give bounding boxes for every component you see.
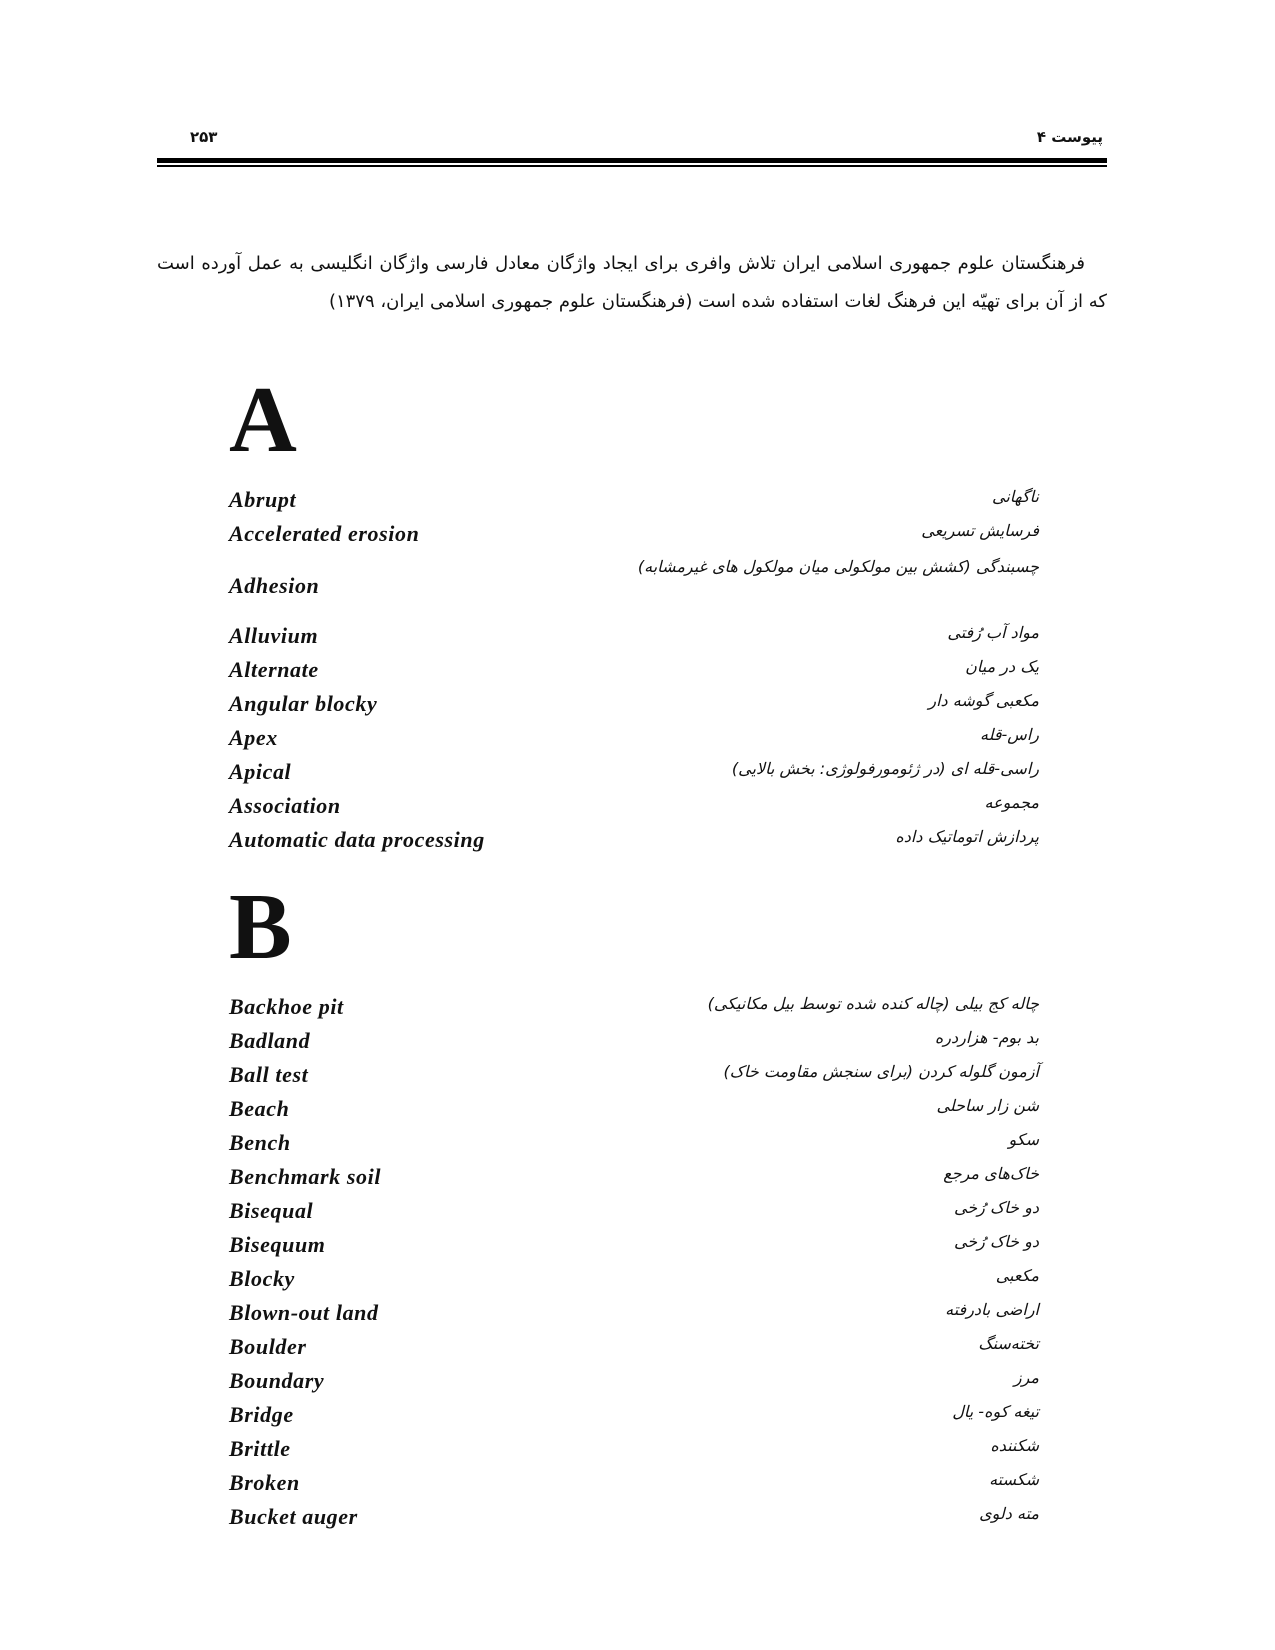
- entry-meaning: شکسته: [989, 1470, 1039, 1489]
- entry-term: Ball test: [229, 1062, 309, 1087]
- entry-meaning: سکو: [1008, 1130, 1039, 1149]
- entry-term: Blown-out land: [229, 1300, 379, 1325]
- entry-term: Bucket auger: [229, 1504, 358, 1529]
- entry-term: Benchmark soil: [229, 1164, 382, 1189]
- entry-term: Boulder: [229, 1334, 307, 1359]
- entry-term: Broken: [229, 1470, 300, 1495]
- glossary-entry: [229, 687, 1079, 721]
- glossary-entry: [229, 990, 1079, 1024]
- entry-meaning: مکعبی: [995, 1266, 1039, 1285]
- glossary-entry: [229, 1262, 1079, 1296]
- entry-term: Backhoe pit: [229, 994, 344, 1019]
- entry-term: Bridge: [229, 1402, 294, 1427]
- entry-term: Angular blocky: [229, 691, 378, 716]
- glossary-entry: [229, 619, 1079, 653]
- entry-meaning: شکننده: [990, 1436, 1039, 1455]
- glossary-entry: [229, 653, 1079, 687]
- glossary-entry: [229, 1160, 1079, 1194]
- entry-term: Beach: [229, 1096, 290, 1121]
- entry-meaning: چسبندگی (کشش بین مولکولی میان مولکول های غیرمشابه): [637, 557, 1039, 576]
- entry-meaning: مته دلوی: [979, 1504, 1039, 1523]
- glossary-entry: [229, 721, 1079, 755]
- entry-meaning: راس-قله: [980, 725, 1039, 744]
- header-rule-thick: [157, 158, 1107, 163]
- entry-meaning: خاک‌های مرجع: [943, 1164, 1039, 1183]
- glossary-entry: [229, 789, 1079, 823]
- entry-meaning: ناگهانی: [992, 487, 1039, 506]
- glossary-entry: [229, 1466, 1079, 1500]
- entry-term: Automatic data processing: [229, 827, 485, 852]
- glossary-entry: [229, 1024, 1079, 1058]
- glossary-entry: [229, 1092, 1079, 1126]
- glossary-entry: [229, 483, 1079, 517]
- entry-term: Boundary: [229, 1368, 325, 1393]
- entry-meaning: یک در میان: [965, 657, 1039, 676]
- entry-term: Adhesion: [229, 573, 320, 598]
- page-header: [157, 128, 1107, 152]
- entry-meaning: دو خاک رُخی: [953, 1232, 1039, 1251]
- glossary-entry: [229, 823, 1079, 857]
- intro-paragraph: فرهنگستان علوم جمهوری اسلامی ایران تلاش وافری برای ایجاد واژگان معادل فارسی واژگان انگلیسی به عمل آورده است که از آن برای تهیّه این فرهنگ لغات استفاده شده است (فرهنگستان علوم جمهوری اسلامی ایران، ۱۳۷۹): [157, 253, 1107, 312]
- entry-meaning: تیغه کوه- یال: [952, 1402, 1039, 1421]
- entry-meaning: چاله کج بیلی (چاله کنده شده توسط بیل مکانیکی): [707, 994, 1039, 1013]
- glossary-entry: [229, 1126, 1079, 1160]
- entry-meaning: مرز: [1013, 1368, 1039, 1387]
- glossary-entry: [229, 1330, 1079, 1364]
- entry-term: Abrupt: [229, 487, 297, 512]
- section-letter-b: B: [229, 875, 292, 979]
- entry-meaning: مواد آب رُفتی: [947, 623, 1039, 642]
- entry-term: Apex: [229, 725, 278, 750]
- glossary: [229, 368, 1079, 1534]
- entry-meaning: فرسایش تسریعی: [921, 521, 1039, 540]
- glossary-entry: [229, 1500, 1079, 1534]
- glossary-entry: [229, 1398, 1079, 1432]
- entry-term: Apical: [229, 759, 292, 784]
- glossary-entry: [229, 1364, 1079, 1398]
- entry-term: Association: [229, 793, 341, 818]
- glossary-entry: [229, 755, 1079, 789]
- entry-meaning: اراضی بادرفته: [945, 1300, 1039, 1319]
- glossary-entry: [229, 517, 1079, 551]
- entry-term: Blocky: [229, 1266, 295, 1291]
- header-rule-thin: [157, 165, 1107, 167]
- entry-term: Brittle: [229, 1436, 291, 1461]
- glossary-entry: [229, 1228, 1079, 1262]
- entry-meaning: بد بوم- هزاردره: [934, 1028, 1039, 1047]
- entry-meaning: پردازش اتوماتیک داده: [895, 827, 1039, 846]
- glossary-entry: [229, 1194, 1079, 1228]
- appendix-label: پیوست ۴: [1036, 128, 1103, 146]
- entry-term: Bisequal: [229, 1198, 314, 1223]
- entry-meaning: تخته‌سنگ: [978, 1334, 1039, 1353]
- entry-meaning: راسی-قله ای (در ژئومورفولوژی: بخش بالایی): [731, 759, 1039, 778]
- glossary-entry: [229, 551, 1079, 619]
- entry-term: Alternate: [229, 657, 319, 682]
- glossary-entry: [229, 1058, 1079, 1092]
- entry-meaning: آزمون گلوله کردن (برای سنجش مقاومت خاک): [723, 1062, 1039, 1081]
- entry-term: Alluvium: [229, 623, 319, 648]
- glossary-entry: [229, 1432, 1079, 1466]
- entry-term: Bisequum: [229, 1232, 326, 1257]
- glossary-entry: [229, 1296, 1079, 1330]
- section-letter-a: A: [229, 368, 297, 472]
- entry-term: Badland: [229, 1028, 311, 1053]
- entry-meaning: شن زار ساحلی: [936, 1096, 1039, 1115]
- entry-meaning: مکعبی گوشه دار: [928, 691, 1039, 710]
- entry-meaning: دو خاک رُخی: [953, 1198, 1039, 1217]
- entry-meaning: مجموعه: [984, 793, 1039, 812]
- entry-term: Bench: [229, 1130, 291, 1155]
- entry-term: Accelerated erosion: [229, 521, 420, 546]
- page-number: ۲۵۳: [190, 128, 218, 146]
